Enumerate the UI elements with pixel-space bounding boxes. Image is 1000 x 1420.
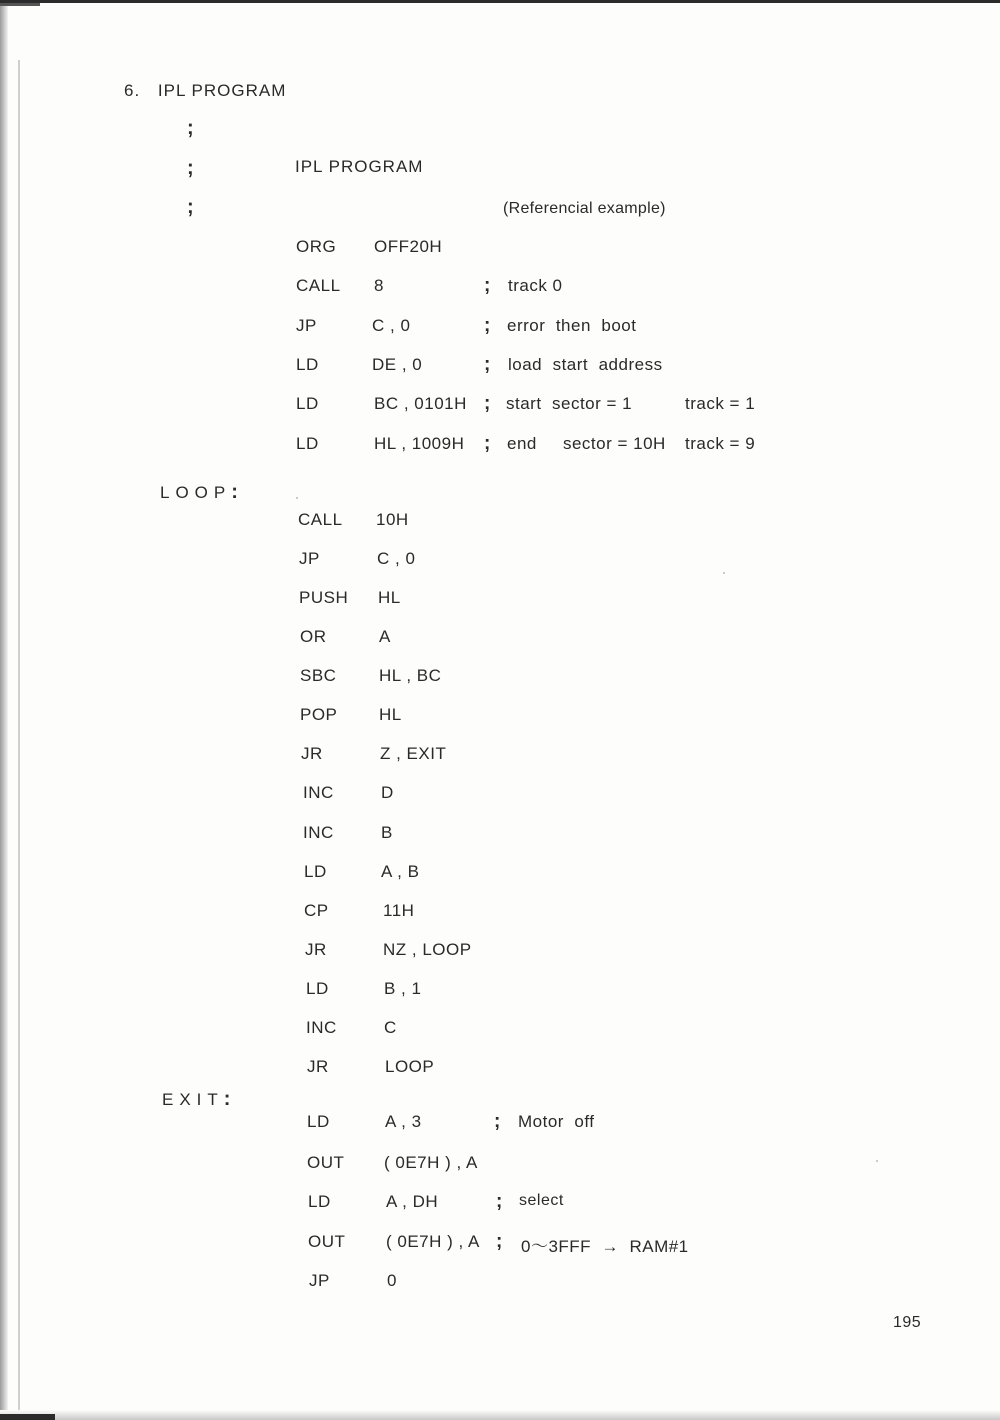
instruction-mnemonic: JR [307,1057,329,1076]
instruction-operand: LOOP [385,1057,435,1076]
instruction-mnemonic: LD [308,1192,331,1211]
instruction-operand: D [381,783,394,802]
instruction-comment: Motor off [518,1112,595,1131]
page-left-edge [18,60,20,1420]
comment-semicolon: ; [484,315,491,336]
program-title: IPL PROGRAM [295,157,424,176]
comment-semicolon: ; [484,275,491,296]
comment-semicolon: ; [187,117,195,139]
instruction-mnemonic: OUT [308,1232,346,1251]
instruction-mnemonic: LD [296,394,319,413]
instruction-operand: 10H [376,510,409,529]
instruction-operand: HL , 1009H [374,434,465,453]
instruction-operand: HL , BC [379,666,442,685]
instruction-mnemonic: LD [296,434,319,453]
instruction-mnemonic: INC [306,1018,337,1037]
comment-semicolon: ; [494,1111,501,1132]
instruction-operand: OFF20H [374,237,443,256]
instruction-mnemonic: LD [296,355,319,374]
instruction-operand: A [379,627,391,646]
instruction-mnemonic: CALL [298,510,343,529]
instruction-operand: C , 0 [372,316,411,335]
instruction-comment: load start address [508,355,663,374]
instruction-operand: 0 [387,1271,397,1290]
instruction-mnemonic: LD [306,979,329,998]
instruction-operand: C , 0 [377,549,416,568]
instruction-mnemonic: JP [299,549,320,568]
page-bottom-edge [0,1410,1000,1420]
comment-semicolon: ; [496,1231,503,1252]
instruction-operand: DE , 0 [372,355,423,374]
instruction-mnemonic: CP [304,901,329,920]
instruction-operand: 8 [374,276,384,295]
scan-speck [296,497,298,499]
instruction-mnemonic: OR [300,627,327,646]
instruction-comment-track: track = 1 [685,394,756,413]
instruction-operand: HL [379,705,402,724]
instruction-comment: select [519,1192,564,1209]
instruction-comment: end sector = 10H [507,434,666,453]
comment-semicolon: ; [187,196,195,218]
page-bottom-corner [0,1414,55,1420]
instruction-mnemonic: INC [303,823,334,842]
instruction-mnemonic: JP [309,1271,330,1290]
instruction-operand: 11H [383,901,415,920]
comment-semicolon: ; [484,354,491,375]
instruction-mnemonic: OUT [307,1153,345,1172]
comment-semicolon: ; [187,157,195,179]
instruction-mnemonic: POP [300,705,338,724]
page-top-edge [0,0,1000,3]
section-number: 6. [124,81,141,100]
instruction-mnemonic: PUSH [299,588,349,607]
instruction-mnemonic: LD [307,1112,330,1131]
instruction-mnemonic: SBC [300,666,337,685]
scan-speck [723,572,725,574]
instruction-operand: ( 0E7H ) , A [386,1232,480,1251]
page-top-corner [0,3,40,6]
comment-semicolon: ; [484,393,491,414]
comment-semicolon: ; [496,1191,503,1212]
instruction-operand: A , B [381,862,420,881]
label-exit: EXIT: [162,1088,231,1110]
page-binding-shadow [0,0,8,1420]
instruction-mnemonic: ORG [296,237,337,256]
instruction-operand: Z , EXIT [380,744,447,763]
instruction-mnemonic: JP [296,316,317,335]
instruction-mnemonic: INC [303,783,334,802]
instruction-operand: NZ , LOOP [383,940,472,959]
instruction-comment-track: track = 9 [685,434,756,453]
instruction-operand: B , 1 [384,979,422,998]
instruction-operand: BC , 0101H [374,394,467,413]
program-subtitle: (Referencial example) [503,200,666,217]
instruction-comment: error then boot [507,316,637,335]
section-title: IPL PROGRAM [157,81,287,100]
instruction-comment: track 0 [508,276,563,295]
instruction-operand: ( 0E7H ) , A [384,1153,478,1172]
instruction-mnemonic: JR [305,940,327,959]
instruction-mnemonic: LD [304,862,327,881]
page-number: 195 [893,1314,922,1331]
instruction-mnemonic: JR [301,744,323,763]
instruction-operand: A , 3 [385,1112,422,1131]
instruction-mnemonic: CALL [296,276,341,295]
instruction-operand: C [384,1018,397,1037]
instruction-operand: B [381,823,393,842]
instruction-comment: 0～3FFF → RAM#1 [521,1237,689,1256]
instruction-operand: HL [378,588,401,607]
section-heading [124,82,286,99]
label-loop: LOOP: [160,481,238,503]
instruction-operand: A , DH [386,1192,439,1211]
instruction-comment: start sector = 1 [506,394,633,413]
comment-semicolon: ; [484,433,491,454]
scan-speck [876,1160,878,1162]
